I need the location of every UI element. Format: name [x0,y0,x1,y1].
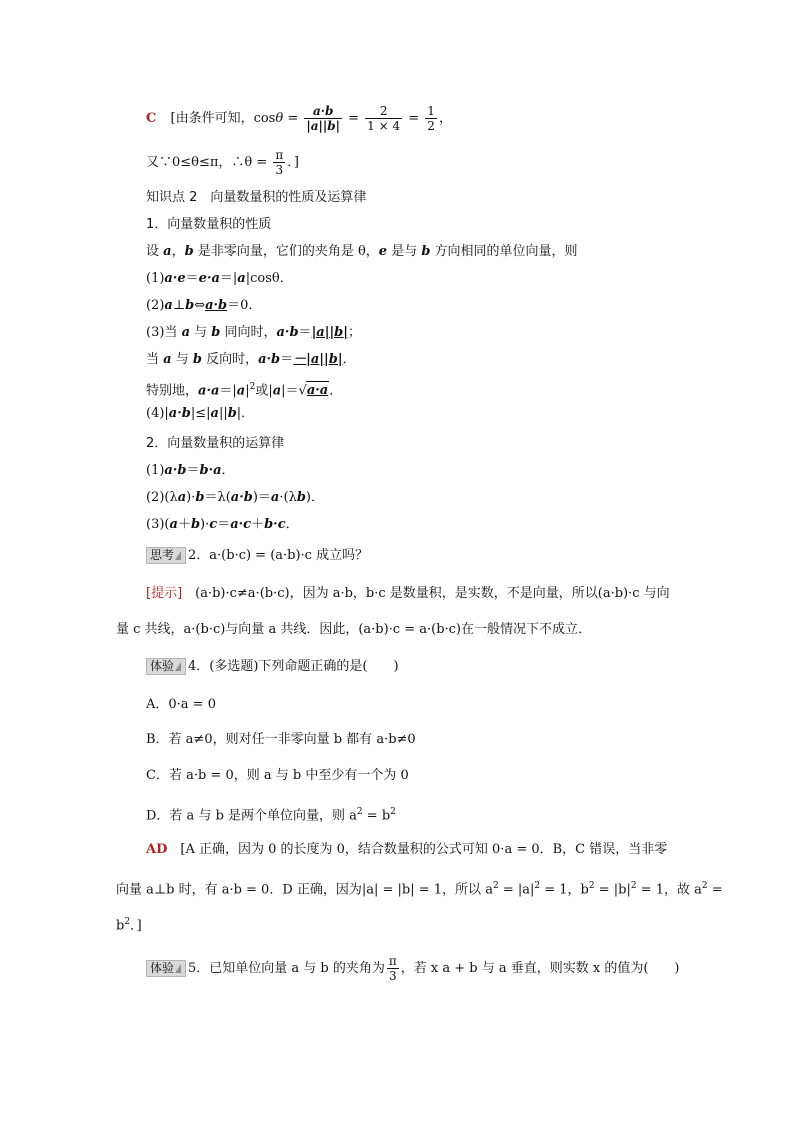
v: a [237,271,246,286]
t: 与 [190,325,212,340]
corner-icon [175,662,181,671]
answer-line-2 [146,148,299,177]
v: a [270,490,280,505]
t: ＝0． [227,298,262,313]
sup: 2 [492,881,499,891]
t: )． [305,490,324,505]
t: 与 [171,352,193,367]
t: 当 [146,352,164,367]
v: a·b [205,298,228,313]
t: = b [362,808,391,824]
t: ＝λ( [204,490,231,505]
t: |cosθ． [245,271,293,286]
denominator: |a||b| [306,119,340,133]
option-a: A．0·a = 0 [146,697,216,712]
t: 反向时， [201,352,259,367]
t: = |a| [498,882,535,898]
question-text: 4．(多选题)下列命题正确的是( ) [188,659,399,674]
equals: = [283,111,303,126]
v: a·b [276,325,299,340]
v: a [181,325,190,340]
answer-text: [A 正确，因为 0 的长度为 0，结合数量积的公式可知 0·a = 0．B，C 错误，当非零 [167,842,668,857]
v: c [209,517,218,532]
sup: 2 [534,881,541,891]
t: ，若 x a + b 与 a 垂直，则实数 x 的值为( ) [400,961,680,976]
v: a [164,298,173,313]
t: ＝ [186,463,200,478]
property-4 [146,405,254,423]
t: ＝| [219,383,237,399]
v: b [421,244,431,259]
hint-line-1 [146,585,670,603]
v: a·b [258,352,281,367]
sup: 2 [390,807,396,817]
numerator: a·b [304,104,342,119]
sup: 2 [356,807,363,817]
t: (1) [146,463,165,478]
exercise-5 [146,954,680,983]
hint-text: (a·b)·c≠a·(b·c)，因为 a·b，b·c 是数量积，是实数，不是向量，所以(a·b)·c 与向 [182,586,670,601]
t: ＋ [177,517,191,532]
v: a·a [306,383,329,399]
t: ＝ [298,325,312,340]
v: a [163,352,172,367]
tag-label: 体验 [150,659,175,673]
numerator: 1 [427,104,435,118]
option-d [146,803,396,825]
t: = 1，故 a [636,882,702,898]
t: ·(λ [279,490,297,505]
v: b [211,325,221,340]
answer-4-line-2 [116,877,723,899]
v: a·c [230,517,252,532]
sup: 2 [701,881,708,891]
t: ＝ [185,271,199,286]
hint-line-2: 量 c 共线，a·(b·c)与向量 a 共线．因此，(a·b)·c = a·(b·c)在一般情况下不成立． [116,622,592,637]
sup: 2 [249,382,256,392]
t: 同向时， [220,325,277,340]
answer-line-1 [146,104,452,133]
t: )· [186,490,196,505]
sup: 2 [588,881,595,891]
denominator: 2 [427,119,435,133]
t: D．若 a 与 b 是两个单位向量，则 a [146,808,357,824]
v: a·b [230,490,253,505]
experience-tag [146,960,186,977]
v: |a||b| [311,325,348,340]
denominator: 3 [275,163,284,177]
answer-letter: C [146,111,157,126]
subheading-laws: 2．向量数量积的运算律 [146,436,285,451]
t: 特别地， [146,383,199,399]
fraction-half [425,104,437,133]
v: a·b [164,463,187,478]
t: = 1，b [540,882,589,898]
equals: = [408,111,424,126]
fraction-pi-3 [273,148,285,177]
v: a [177,490,187,505]
t: ＝ [217,517,231,532]
v: b [184,244,194,259]
corner-icon [175,964,181,973]
v: a·b [168,406,191,421]
exercise-4 [146,658,399,676]
text: 又∵0≤θ≤π，∴θ = [146,155,272,170]
fraction-2-4 [365,104,402,133]
text: [由条件可知，cos [170,111,276,126]
t: ＝ [280,352,294,367]
option-c: C．若 a·b = 0，则 a 与 b 中至少有一个为 0 [146,768,409,783]
numerator: 2 [365,104,402,119]
t: 或| [255,383,273,399]
v: a [169,517,178,532]
t: 向量 a⊥b 时，有 a·b = 0．D 正确，因为|a| = |b| = 1，所以 a [116,882,493,898]
t: ＋ [251,517,265,532]
answer-letter: AD [146,842,168,857]
think-tag [146,547,186,564]
property-2 [146,297,261,315]
v: a [163,244,172,259]
v: e [378,244,388,259]
experience-tag [146,658,186,675]
law-2 [146,489,324,507]
answer-4-line-3 [116,913,142,935]
numerator: π [275,148,284,162]
v: a·a [198,383,220,399]
sup: 2 [630,881,637,891]
v: b [296,490,306,505]
t: ； [348,325,362,340]
property-special [146,378,342,400]
v: b [190,517,201,532]
v: a [210,406,219,421]
t: )＝ [252,490,271,505]
t: ．] [130,918,142,934]
fraction-pi-3 [387,954,399,983]
t: ＝| [219,271,238,286]
v: a [236,383,246,399]
v: b·c [264,517,286,532]
denominator: 1 × 4 [367,119,401,133]
t: (3)当 [146,325,182,340]
tag-label: 思考 [150,548,175,562]
question-text: 2．a·(b·c) = (a·b)·c 成立吗？ [188,548,369,563]
t: = |b| [594,882,631,898]
hint-tag: [提示] [146,586,183,601]
t: ， [171,244,185,259]
t: 设 [146,244,164,259]
t: 是非零向量，它们的夹角是 θ， [193,244,379,259]
v: b [195,490,205,505]
t: (3)( [146,517,170,532]
t: )· [200,517,210,532]
t: (1) [146,271,165,286]
t: (4)| [146,406,169,421]
t: | [245,383,250,399]
v: a [272,383,282,399]
denominator: 3 [389,969,397,983]
property-1 [146,270,293,288]
text: ， [438,111,452,126]
t: ． [329,383,343,399]
tag-label: 体验 [150,961,175,975]
t: ⇔ [194,298,206,313]
t: ⊥ [172,298,186,313]
equals: = [348,111,364,126]
t: |≤| [190,406,211,421]
v: b [192,352,202,367]
theta-symbol: θ [275,111,284,126]
law-1 [146,462,235,480]
answer-4-line-1 [146,841,667,859]
v: b [227,406,237,421]
section-heading: 知识点 2 向量数量积的性质及运算律 [146,190,367,205]
t: (2) [146,298,165,313]
t: 5．已知单位向量 a 与 b 的夹角为 [188,961,385,976]
option-b: B．若 a≠0，则对任一非零向量 b 都有 a·b≠0 [146,732,416,747]
think-question [146,547,368,565]
t: ． [221,463,235,478]
t: || [218,406,228,421]
fraction-ab [304,104,342,133]
t: (2)(λ [146,490,178,505]
v: b [185,298,195,313]
sup: 2 [124,917,131,927]
law-3 [146,516,299,534]
t: b [116,918,125,934]
t: |． [236,406,255,421]
property-3b [146,351,356,369]
t: 是与 [387,244,422,259]
t: ． [285,517,299,532]
v: e·a [198,271,220,286]
t: |＝√ [281,383,307,399]
text: ．] [287,155,299,170]
numerator: π [388,954,397,968]
v: b·a [199,463,222,478]
corner-icon [175,551,181,560]
t: = [707,882,723,898]
t: ． [342,352,356,367]
subheading-properties: 1．向量数量积的性质 [146,217,272,232]
property-intro [146,243,578,261]
t: 方向相同的单位向量，则 [430,244,578,259]
v: a·e [164,271,186,286]
property-3a [146,324,361,342]
v: －|a||b| [293,352,343,367]
